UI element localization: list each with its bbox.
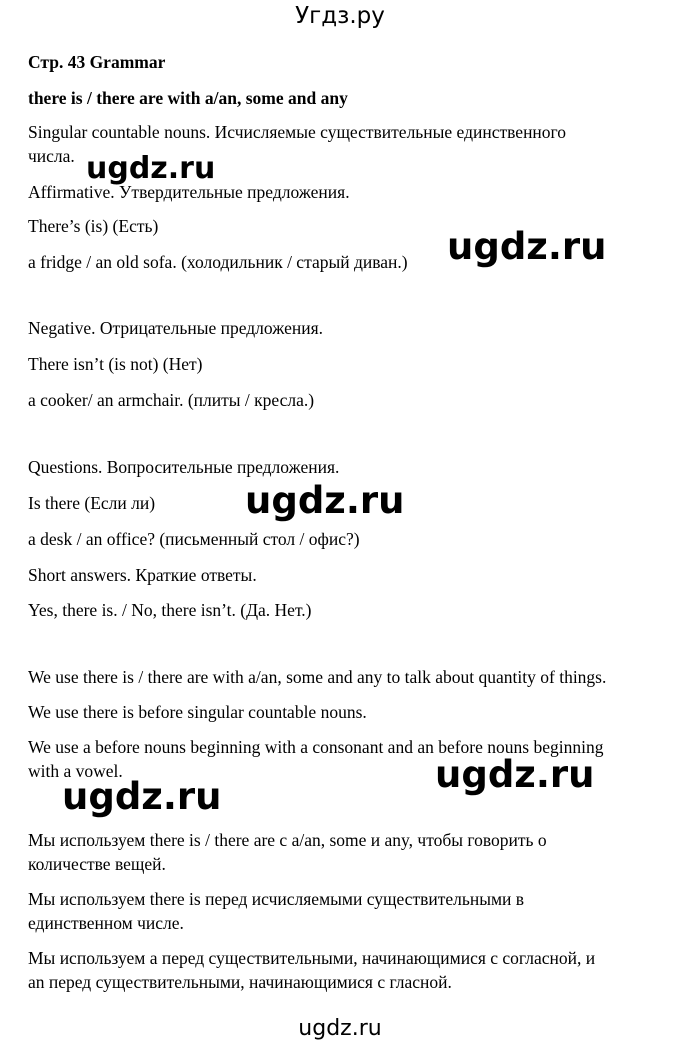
- text-line: Questions. Вопросительные предложения.: [28, 457, 340, 477]
- text-line: a desk / an office? (письменный стол / офис?): [28, 529, 360, 549]
- site-footer: ugdz.ru: [298, 1016, 382, 1041]
- site-header: Угдз.ру: [295, 3, 385, 29]
- text-line: Singular countable nouns. Исчисляемые существительные единственного: [28, 122, 567, 142]
- watermark: ugdz.ru: [86, 151, 216, 186]
- text-line: Мы используем there is / there are с a/an, some и any, чтобы говорить о: [28, 830, 547, 850]
- text-line: единственном числе.: [28, 913, 184, 933]
- text-line: There’s (is) (Есть): [28, 216, 159, 236]
- text-line: количестве вещей.: [28, 854, 166, 874]
- watermark: ugdz.ru: [62, 775, 222, 818]
- text-line: Мы используем there is перед исчисляемыми существительными в: [28, 889, 525, 909]
- text-line: with a vowel.: [28, 761, 123, 781]
- text-line: Is there (Если ли): [28, 493, 156, 513]
- text-line: a fridge / an old sofa. (холодильник / старый диван.): [28, 252, 408, 272]
- text-line: an перед существительными, начинающимися с гласной.: [28, 972, 452, 992]
- text-line: We use a before nouns beginning with a consonant and an before nouns beginning: [28, 737, 604, 757]
- page-heading: Стр. 43 Grammar: [28, 52, 166, 72]
- text-line: Short answers. Краткие ответы.: [28, 565, 257, 585]
- text-line: Affirmative. Утвердительные предложения.: [28, 182, 350, 202]
- text-line: числа.: [28, 146, 75, 166]
- watermark: ugdz.ru: [435, 753, 595, 796]
- text-line: Мы используем a перед существительными, начинающимися с согласной, и: [28, 948, 596, 968]
- watermark: ugdz.ru: [447, 225, 607, 268]
- text-line: There isn’t (is not) (Нет): [28, 354, 203, 374]
- text-line: a cooker/ an armchair. (плиты / кресла.): [28, 390, 315, 410]
- text-line: Negative. Отрицательные предложения.: [28, 318, 323, 338]
- watermark: ugdz.ru: [245, 479, 405, 522]
- text-line: We use there is / there are with a/an, some and any to talk about quantity of things.: [28, 667, 607, 687]
- text-line: Yes, there is. / No, there isn’t. (Да. Нет.): [28, 600, 312, 620]
- text-line: We use there is before singular countable nouns.: [28, 702, 367, 722]
- topic-heading: there is / there are with a/an, some and any: [28, 88, 348, 108]
